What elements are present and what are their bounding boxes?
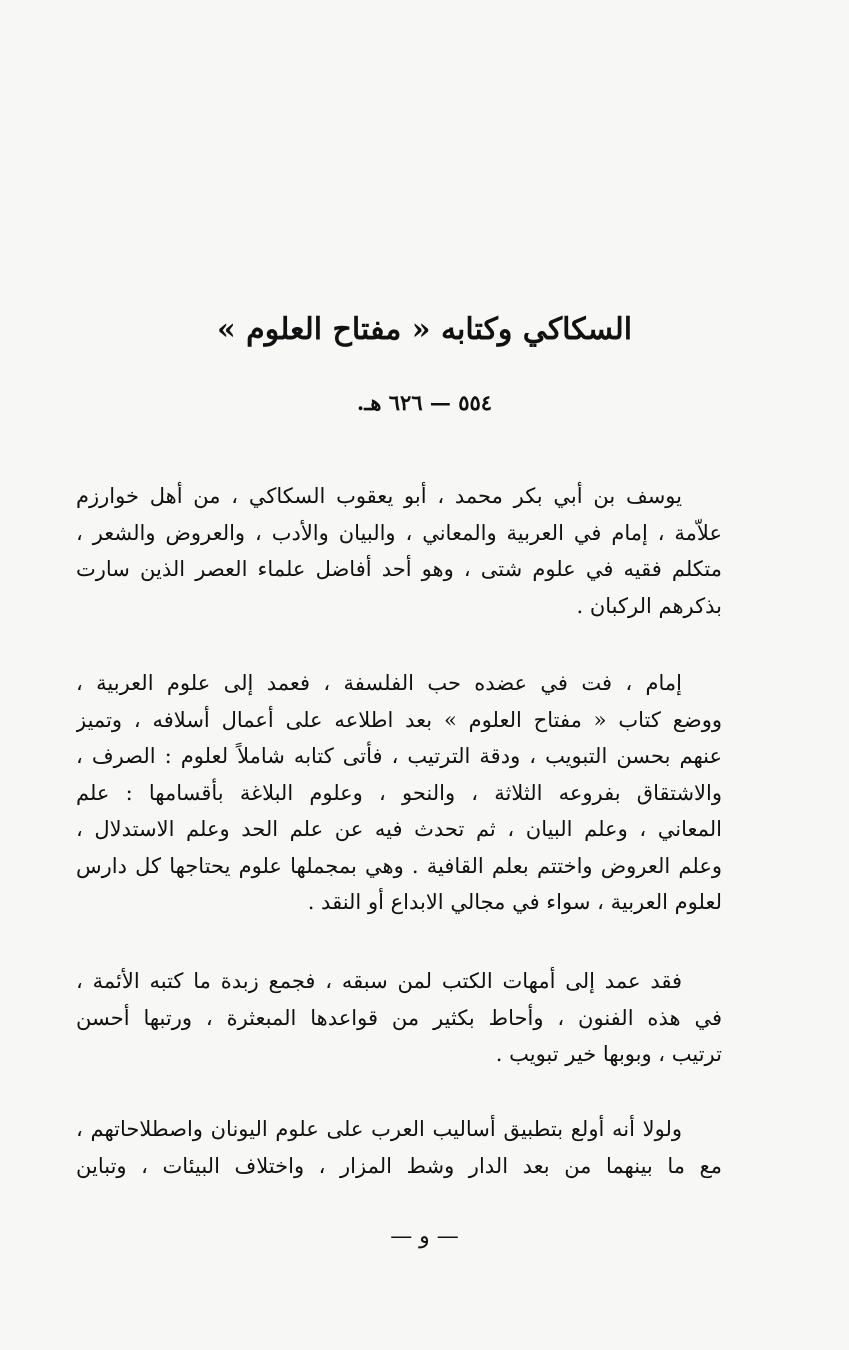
text-line: في هذه الفنون ، وأحاط بكثير من قواعدها المبعثرة ، ورتبها أحسن (76, 1005, 722, 1030)
text-line: المعاني ، وعلم البيان ، ثم تحدث فيه عن علم الحد وعلم الاستدلال ، (76, 817, 722, 841)
paragraph-4 (76, 1111, 722, 1184)
text-line: متكلم فقيه في علوم شتى ، وهو أحد أفاضل علماء العصر الذين سارت (76, 557, 722, 581)
chapter-dates: ٥٥٤ — ٦٢٦ هـ. (356, 390, 493, 415)
text-line: وعلم العروض واختتم بعلم القافية . وهي بمجملها علوم يحتاجها كل دارس (76, 853, 722, 878)
paragraph-1 (76, 478, 722, 624)
chapter-title: السكاكي وكتابه « مفتاح العلوم » (216, 312, 633, 347)
text-line: والاشتقاق بفروعه الثلاثة ، والنحو ، وعلوم البلاغة بأقسامها : علم (76, 780, 722, 805)
text-line: عنهم بحسن التبويب ، ودقة الترتيب ، فأتى كتابه شاملاً لعلوم : الصرف ، (76, 744, 722, 768)
paragraph-3 (76, 963, 722, 1073)
text-line: ووضع كتاب « مفتاح العلوم » بعد اطلاعه على أعمال أسلافه ، وتميز (76, 707, 722, 732)
text-line: بذكرهم الركبان . (576, 593, 722, 618)
text-line: إمام ، فت في عضده حب الفلسفة ، فعمد إلى علوم العربية ، (76, 671, 682, 695)
text-line: علاّمة ، إمام في العربية والمعاني ، والبيان والأدب ، والعروض والشعر ، (76, 520, 722, 545)
text-line: لعلوم العربية ، سواء في مجالي الابداع أو النقد . (307, 890, 722, 914)
page-number: — و — (390, 1224, 459, 1249)
text-line: ترتيب ، وبوبها خير تبويب . (495, 1042, 722, 1066)
text-line: يوسف بن أبي بكر محمد ، أبو يعقوب السكاكي ، من أهل خوارزم (76, 484, 682, 508)
text-line: ولولا أنه أولع بتطبيق أساليب العرب على علوم اليونان واصطلاحاتهم ، (76, 1117, 682, 1141)
text-line: مع ما بينهما من بعد الدار وشط المزار ، واختلاف البيئات ، وتباين (76, 1153, 722, 1178)
paragraph-2 (76, 665, 722, 921)
text-line: فقد عمد إلى أمهات الكتب لمن سبقه ، فجمع زبدة ما كتبه الأئمة ، (76, 969, 682, 993)
